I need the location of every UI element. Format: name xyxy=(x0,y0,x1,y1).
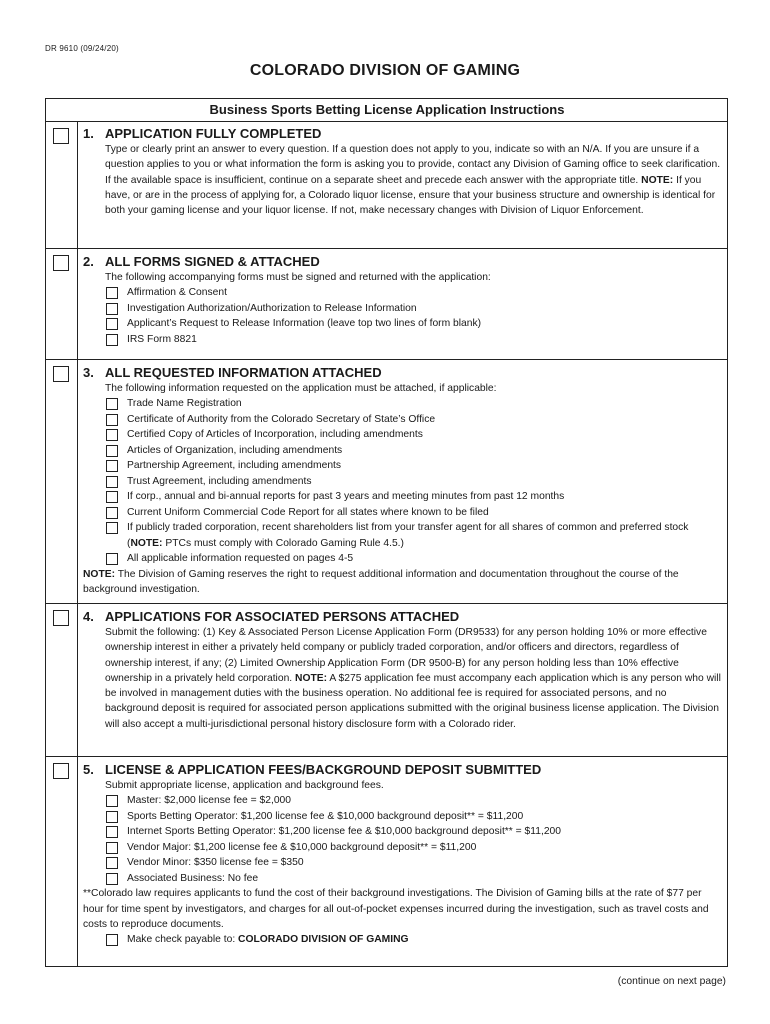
section-heading xyxy=(83,254,723,270)
section-2 xyxy=(83,254,723,347)
checklist-item xyxy=(105,505,723,521)
fee-footnote: **Colorado law requires applicants to fund the cost of their background investigations. The Division of Gaming bills at the rate of $77 per hour for time spent by investigators, and charges for all out-of-pocket expenses incurred during the investigation, such as travel costs and costs to reproduce documents. xyxy=(83,888,709,930)
section-heading xyxy=(83,609,723,625)
item-checkbox[interactable] xyxy=(106,429,118,441)
checklist-item xyxy=(105,285,723,301)
item-checkbox[interactable] xyxy=(106,811,118,823)
section-3-checkbox[interactable] xyxy=(53,366,69,382)
section-body xyxy=(105,932,723,948)
item-label: Current Uniform Commercial Code Report for all states where known to be filed xyxy=(127,506,489,518)
item-checkbox[interactable] xyxy=(106,795,118,807)
item-label: Articles of Organization, including amendments xyxy=(127,444,343,456)
checklist-item xyxy=(105,809,723,825)
item-checkbox[interactable] xyxy=(106,318,118,330)
checklist-item xyxy=(105,316,723,332)
item-label: Vendor Minor: $350 license fee = $350 xyxy=(127,857,304,869)
section-number: 5. xyxy=(83,762,94,777)
divider xyxy=(45,756,728,757)
section-4-checkbox[interactable] xyxy=(53,610,69,626)
divider xyxy=(45,248,728,249)
section-heading xyxy=(83,126,723,142)
item-label: Associated Business: No fee xyxy=(127,872,259,884)
checklist-item xyxy=(105,793,723,809)
item-checkbox[interactable] xyxy=(106,553,118,565)
section-4 xyxy=(83,609,723,732)
section-note xyxy=(83,567,723,598)
column-divider xyxy=(77,122,78,966)
section-1 xyxy=(83,126,723,218)
checklist-item xyxy=(105,412,723,428)
section-2-checkbox[interactable] xyxy=(53,255,69,271)
section-intro: The following accompanying forms must be signed and returned with the application: xyxy=(105,272,491,283)
checklist-item xyxy=(105,474,723,490)
checklist-item xyxy=(105,855,723,871)
item-checkbox[interactable] xyxy=(106,873,118,885)
item-checkbox[interactable] xyxy=(106,445,118,457)
item-label: Master: $2,000 license fee = $2,000 xyxy=(127,795,292,807)
section-intro: The following information requested on the application must be attached, if applicable: xyxy=(105,383,497,394)
item-label: Partnership Agreement, including amendments xyxy=(127,460,342,472)
table-subtitle: Business Sports Betting License Application Instructions xyxy=(209,102,565,117)
section-number: 2. xyxy=(83,254,94,269)
checklist-item xyxy=(105,932,723,948)
section-body xyxy=(105,142,723,218)
section-body xyxy=(105,270,723,347)
item-checkbox[interactable] xyxy=(106,287,118,299)
item-label: Applicant’s Request to Release Information (leave top two lines of form blank) xyxy=(127,318,482,330)
note-label: NOTE: xyxy=(83,568,116,580)
item-checkbox[interactable] xyxy=(106,414,118,426)
note-label: NOTE: xyxy=(295,672,328,684)
item-label: Make check payable to: xyxy=(127,934,239,946)
section-title: LICENSE & APPLICATION FEES/BACKGROUND DEPOSIT SUBMITTED xyxy=(105,762,542,777)
section-number: 3. xyxy=(83,365,94,380)
section-title: APPLICATION FULLY COMPLETED xyxy=(105,126,322,141)
item-label: Vendor Major: $1,200 license fee & $10,000 background deposit** = $11,200 xyxy=(127,841,477,853)
section-body xyxy=(105,381,723,567)
item-label: Investigation Authorization/Authorization to Release Information xyxy=(127,302,417,314)
checklist-item xyxy=(105,551,723,567)
checklist-item xyxy=(105,489,723,505)
checklist-item xyxy=(105,301,723,317)
item-label: If publicly traded corporation, recent shareholders list from your transfer agent for all shares of common and preferred stock ( xyxy=(127,522,689,549)
section-5 xyxy=(83,762,723,948)
item-checkbox[interactable] xyxy=(106,857,118,869)
body-text: Submit the following: (1) Key & Associated Person License Application Form (DR9533) for any person holding 10% or more effective ownership interest in either a privately held company or publicly traded corporation, and/or officers and directors, regardless of ownership interest, if any; (2) Limited Ownership Application Form (DR 9500-B) for any person holding less than 10% effective ownership in a privately held corporation. xyxy=(105,627,707,684)
section-title: APPLICATIONS FOR ASSOCIATED PERSONS ATTACHED xyxy=(105,609,460,624)
section-body xyxy=(105,625,723,732)
page-title: COLORADO DIVISION OF GAMING xyxy=(249,62,521,79)
item-checkbox[interactable] xyxy=(106,826,118,838)
divider xyxy=(45,603,728,604)
item-checkbox[interactable] xyxy=(106,476,118,488)
checklist-item xyxy=(105,396,723,412)
item-checkbox[interactable] xyxy=(106,460,118,472)
item-checkbox[interactable] xyxy=(106,507,118,519)
checklist-item xyxy=(105,520,723,551)
item-checkbox[interactable] xyxy=(106,491,118,503)
note-label: NOTE: xyxy=(130,537,163,549)
body-text: A $275 application fee must accompany each application which is any person who will be involved in management duties with the business operation. No additional fee is required for associated persons, and no background deposit is required for associated person applications submitted with the original business license application. The Division will also accept a multi-jurisdictional personal history disclosure form with a Colorado rider. xyxy=(105,672,721,730)
checklist-item xyxy=(105,443,723,459)
checklist-item xyxy=(105,458,723,474)
note-text: The Division of Gaming reserves the right to request additional information and documentation throughout the course of the background investigation. xyxy=(83,568,679,596)
note-label: NOTE: xyxy=(641,174,674,186)
checklist-item xyxy=(105,332,723,348)
section-3 xyxy=(83,365,723,597)
item-label: IRS Form 8821 xyxy=(127,333,197,345)
item-checkbox[interactable] xyxy=(106,303,118,315)
section-number: 1. xyxy=(83,126,94,141)
divider xyxy=(45,359,728,360)
item-checkbox[interactable] xyxy=(106,398,118,410)
form-number: DR 9610 (09/24/20) xyxy=(45,44,119,53)
body-text: If you have, or are in the process of applying for, a Colorado liquor license, ensure that your business structure and ownership is identical for both your gaming license and your liquor license. If not, make necessary changes with Division of Liquor Enforcement. xyxy=(105,174,716,217)
item-label: Trade Name Registration xyxy=(127,398,242,410)
checklist-item xyxy=(105,840,723,856)
section-title: ALL FORMS SIGNED & ATTACHED xyxy=(105,254,320,269)
item-label: Internet Sports Betting Operator: $1,200 license fee & $10,000 background deposit** = $11,200 xyxy=(127,826,562,838)
section-title: ALL REQUESTED INFORMATION ATTACHED xyxy=(105,365,382,380)
item-checkbox[interactable] xyxy=(106,522,118,534)
checklist-item xyxy=(105,824,723,840)
section-number: 4. xyxy=(83,609,94,624)
section-heading xyxy=(83,762,723,778)
section-1-checkbox[interactable] xyxy=(53,128,69,144)
payee-name: COLORADO DIVISION OF GAMING xyxy=(238,934,409,946)
item-label: If corp., annual and bi-annual reports for past 3 years and meeting minutes from past 12 months xyxy=(127,491,565,503)
divider xyxy=(45,121,728,122)
checklist-item xyxy=(105,427,723,443)
continue-note: (continue on next page) xyxy=(617,976,726,987)
body-text: Type or clearly print an answer to every question. If a question does not apply to you, indicate so with an N/A. If you are unsure if a question applies to you or what information the form is asking you to provide, contact any Division of Gaming office to seek clarification. If the available space is insufficient, continue on a separate sheet and precede each answer with the appropriate title. xyxy=(105,144,721,186)
item-label: Trust Agreement, including amendments xyxy=(127,475,312,487)
item-label: Affirmation & Consent xyxy=(127,287,227,299)
item-label: Certified Copy of Articles of Incorporation, including amendments xyxy=(127,429,423,441)
item-label: Sports Betting Operator: $1,200 license fee & $10,000 background deposit** = $11,200 xyxy=(127,810,524,822)
checklist-item xyxy=(105,871,723,887)
item-checkbox[interactable] xyxy=(106,334,118,346)
section-body xyxy=(105,778,723,886)
item-label: PTCs must comply with Colorado Gaming Rule 4.5.) xyxy=(162,537,404,549)
section-intro: Submit appropriate license, application and background fees. xyxy=(105,780,384,791)
section-5-checkbox[interactable] xyxy=(53,763,69,779)
item-checkbox[interactable] xyxy=(106,934,118,946)
item-label: Certificate of Authority from the Colorado Secretary of State’s Office xyxy=(127,413,436,425)
item-checkbox[interactable] xyxy=(106,842,118,854)
item-label: All applicable information requested on pages 4-5 xyxy=(127,553,354,565)
section-heading xyxy=(83,365,723,381)
